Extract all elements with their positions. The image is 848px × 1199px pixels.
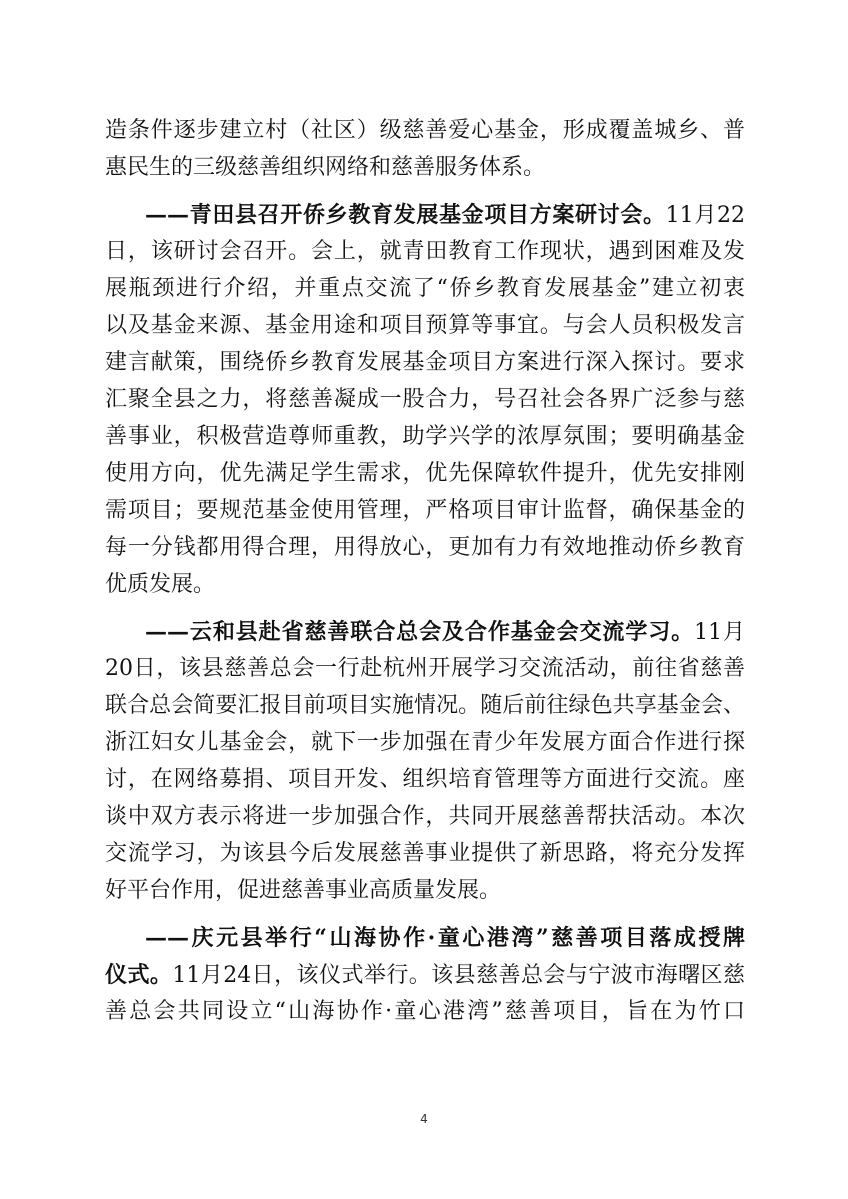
body-text-line: 浙江妇女儿基金会，就下一步加强在青少年发展方面合作进行探: [105, 730, 745, 755]
paragraph-heading-line: [105, 200, 745, 230]
paragraph-heading: ——庆元县举行“山海协作·童心港湾”慈善项目落成授牌: [145, 925, 745, 951]
body-text-line: 善事业，积极营造尊师重教，助学兴学的浓厚氛围；要明确基金: [105, 424, 745, 449]
body-text-line: 使用方向，优先满足学生需求，优先保障软件提升，优先安排刚: [105, 461, 745, 486]
body-text-line: 讨，在网络募捐、项目开发、组织培育管理等方面进行交流。座: [105, 767, 745, 792]
body-text-line: 以及基金来源、基金用途和项目预算等事宜。与会人员积极发言: [105, 313, 745, 338]
body-text-line: 交流学习，为该县今后发展慈善事业提供了新思路，将充分发挥: [105, 841, 745, 866]
body-text: 11月22: [665, 203, 745, 228]
body-text-line: 每一分钱都用得合理，用得放心，更加有力有效地推动侨乡教育: [105, 535, 745, 560]
body-text-line: 20日，该县慈善总会一行赴杭州开展学习交流活动，前往省慈善: [105, 656, 745, 681]
body-text-line: 建言献策，围绕侨乡教育发展基金项目方案进行深入探讨。要求: [105, 350, 745, 375]
paragraph-heading-line: [105, 923, 745, 953]
paragraph-heading-line: [105, 617, 745, 647]
body-text: 11月: [694, 620, 745, 645]
paragraph-heading: ——青田县召开侨乡教育发展基金项目方案研讨会。: [145, 202, 666, 228]
body-text-line: 优质发展。: [105, 572, 216, 597]
body-text-line: 日，该研讨会召开。会上，就青田教育工作现状，遇到困难及发: [105, 239, 745, 264]
paragraph-heading-cont: 仪式。: [105, 962, 173, 988]
body-text-line: 谈中双方表示将进一步加强合作，共同开展慈善帮扶活动。本次: [105, 804, 745, 829]
body-text: 11月24日，该仪式举行。该县慈善总会与宁波市海曙区慈: [172, 963, 745, 988]
body-text-line: 联合总会简要汇报目前项目实施情况。随后前往绿色共享基金会、: [105, 693, 745, 718]
body-text-line: 善总会共同设立“山海协作·童心港湾”慈善项目，旨在为竹口: [105, 999, 745, 1024]
body-text-line: 惠民生的三级慈善组织网络和慈善服务体系。: [105, 155, 546, 180]
body-text-line: 汇聚全县之力，将慈善凝成一股合力，号召社会各界广泛参与慈: [105, 387, 745, 412]
body-text-line: 造条件逐步建立村（社区）级慈善爱心基金，形成覆盖城乡、普: [105, 118, 745, 143]
body-text-line: 展瓶颈进行介绍，并重点交流了“侨乡教育发展基金”建立初衷: [105, 276, 745, 301]
body-text-line: [105, 960, 745, 990]
paragraph-heading: ——云和县赴省慈善联合总会及合作基金会交流学习。: [145, 619, 695, 645]
page-number: 4: [420, 1112, 428, 1126]
body-text-line: 需项目；要规范基金使用管理，严格项目审计监督，确保基金的: [105, 498, 745, 523]
body-text-line: 好平台作用，促进慈善事业高质量发展。: [105, 878, 502, 903]
